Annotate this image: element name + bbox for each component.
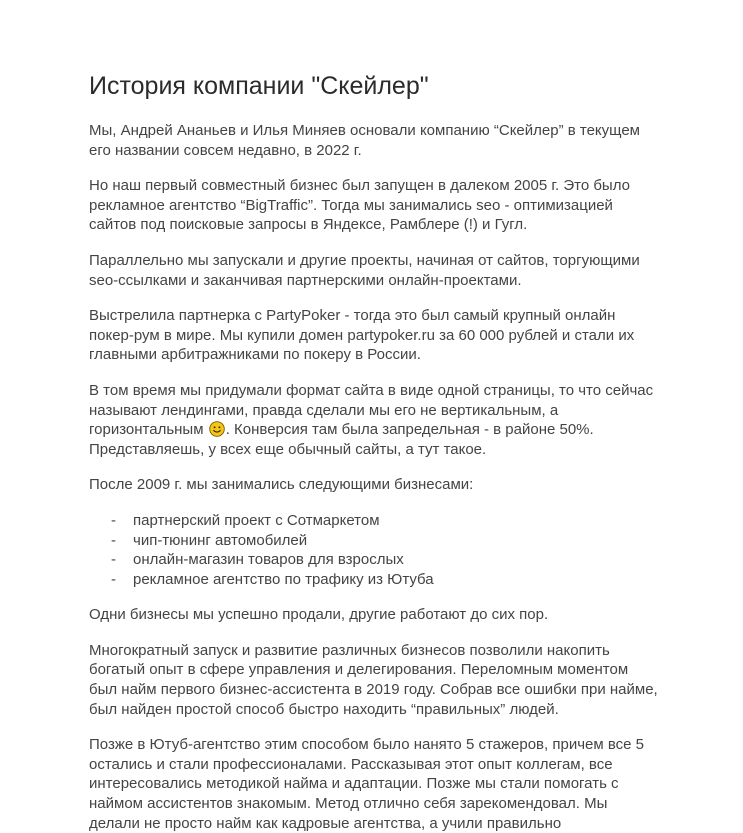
paragraph-founding: Мы, Андрей Ананьев и Илья Миняев основали компанию “Скейлер” в текущем его названии совсем недавно, в 2022 г.	[89, 122, 640, 159]
paragraph-interns: Позже в Ютуб-агентство этим способом было нанято 5 стажеров, причем все 5 остались и стали профессионалами. Рассказывая этот опыт коллегам, все интересовались методикой найма и адаптации. Позже мы стали помогать с наймом ассистентов знакомым. Метод отлично себя зарекомендовал. Мы делали не просто найм как кадровые агентства, а учили правильно	[89, 736, 644, 832]
list-item-text: онлайн-магазин товаров для взрослых	[133, 551, 404, 569]
document	[89, 60, 659, 833]
paragraph-bigtraffic: Но наш первый совместный бизнес был запущен в далеком 2005 г. Это было рекламное агентство “BigTraffic”. Тогда мы занимались seo - оптимизацией сайтов под поисковые запросы в Яндексе, Рамблере (!) и Гугл.	[89, 177, 630, 234]
list-marker: -	[111, 511, 116, 529]
list-item-text: чип-тюнинг автомобилей	[133, 531, 308, 549]
paragraph-other-projects: Параллельно мы запускали и другие проекты, начиная от сайтов, торгующими seo-ссылками и заканчивая партнерскими онлайн-проектами.	[89, 251, 640, 289]
list-marker: -	[111, 551, 116, 569]
list-marker: -	[111, 570, 116, 588]
smiley-face-icon	[209, 421, 225, 437]
page-title: История компании "Скейлер"	[89, 72, 429, 100]
list-item	[89, 511, 659, 531]
paragraph-landing-text-end: . Конверсия там была запредельная - в районе 50%. Представляешь, у всех еще обычный сайты, а тут такое.	[89, 421, 594, 458]
list-item-text: рекламное агентство по трафику из Ютуба	[133, 570, 434, 588]
business-list	[89, 511, 659, 589]
list-item	[89, 531, 659, 551]
list-item	[89, 570, 659, 590]
paragraph-sold-businesses: Одни бизнесы мы успешно продали, другие работают до сих пор.	[89, 606, 549, 624]
paragraph-management-experience: Многократный запуск и развитие различных бизнесов позволили накопить богатый опыт в сфере управления и делегирования. Переломным моментом был найм первого бизнес-ассистента в 2019 году. Собрав все ошибки при найме, был найден простой способ быстро находить “правильных” людей.	[89, 641, 658, 718]
paragraph-businesses-intro: После 2009 г. мы занимались следующими бизнесами:	[89, 476, 474, 494]
list-item	[89, 550, 659, 570]
paragraph-landing	[89, 381, 659, 459]
list-item-text: партнерский проект с Сотмаркетом	[133, 511, 380, 529]
list-marker: -	[111, 531, 116, 549]
paragraph-partypoker: Выстрелила партнерка с PartyPoker - тогда это был самый крупный онлайн покер-рум в мире. Мы купили домен partypoker.ru за 60 000 рублей и стали их главными арбитражниками по покеру в России.	[89, 307, 635, 364]
paragraph-landing-text-start: В том время мы придумали формат сайта в виде одной страницы, то что сейчас называют лендингами, правда сделали мы его не вертикальным, а горизонтальным	[89, 381, 654, 439]
